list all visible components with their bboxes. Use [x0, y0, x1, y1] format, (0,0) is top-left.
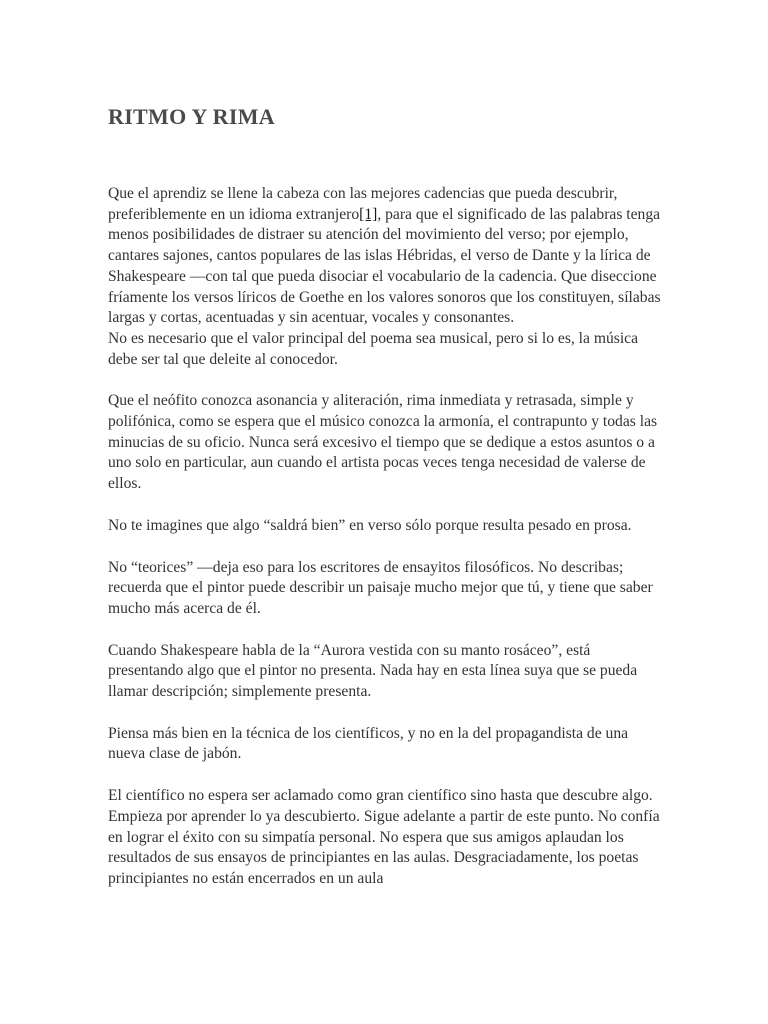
footnote-link[interactable]: [1]: [359, 205, 378, 223]
paragraph-5: No “teorices” —deja eso para los escritores de ensayitos filosóficos. No describas; recuerda que el pintor puede describir un paisaje mucho mejor que tú, y tiene que saber mucho más acerca de él.: [108, 558, 653, 617]
paragraph-6: Cuando Shakespeare habla de la “Aurora vestida con su manto rosáceo”, está presentando algo que el pintor no presenta. Nada hay en esta línea suya que se pueda llamar descripción; simplemente presenta.: [108, 641, 638, 701]
paragraph-2: No es necesario que el valor principal del poema sea musical, pero si lo es, la música debe ser tal que deleite al conocedor.: [108, 329, 639, 368]
paragraph-3: Que el neófito conozca asonancia y aliteración, rima inmediata y retrasada, simple y polifónica, como se espera que el músico conozca la armonía, el contrapunto y todas las minucias de su oficio. Nunca será excesivo el tiempo que se dedique a estos asuntos o a uno solo en particular, aun cuando el artista pocas veces tenga necesidad de valerse de ellos.: [108, 392, 658, 493]
page-title: RITMO Y RIMA: [108, 104, 275, 129]
paragraph-7: Piensa más bien en la técnica de los científicos, y no en la del propagandista de una nueva clase de jabón.: [108, 724, 629, 763]
paragraph-1-text-start: Que el aprendiz se llene la cabeza con las mejores cadencias que pueda descubrir, preferiblemente en un idioma extranjero: [108, 185, 618, 223]
paragraph-8: El científico no espera ser aclamado como gran científico sino hasta que descubre algo. Empieza por aprender lo ya descubierto. Sigue adelante a partir de este punto. No confía en lograr el éxito con su simpatía personal. No espera que sus amigos aplaudan los resultados de sus ensayos de principiantes en las aulas. Desgraciadamente, los poetas principiantes no están encerrados en un aula: [108, 787, 660, 887]
paragraph-1: [108, 184, 664, 329]
paragraph-1-text-end: , para que el significado de las palabras tenga menos posibilidades de distraer su atención del movimiento del verso; por ejemplo, cantares sajones, cantos populares de las islas Hébridas, el verso de Dante y la lírica de Shakespeare —con tal que pueda disociar el vocabulario de la cadencia. Que diseccione fríamente los versos líricos de Goethe en los valores sonoros que los constituyen, sílabas largas y cortas, acentuadas y sin acentuar, vocales y consonantes.: [108, 205, 661, 327]
document-body: [108, 184, 664, 911]
paragraph-4: No te imagines que algo “saldrá bien” en verso sólo porque resulta pesado en prosa.: [108, 516, 632, 534]
